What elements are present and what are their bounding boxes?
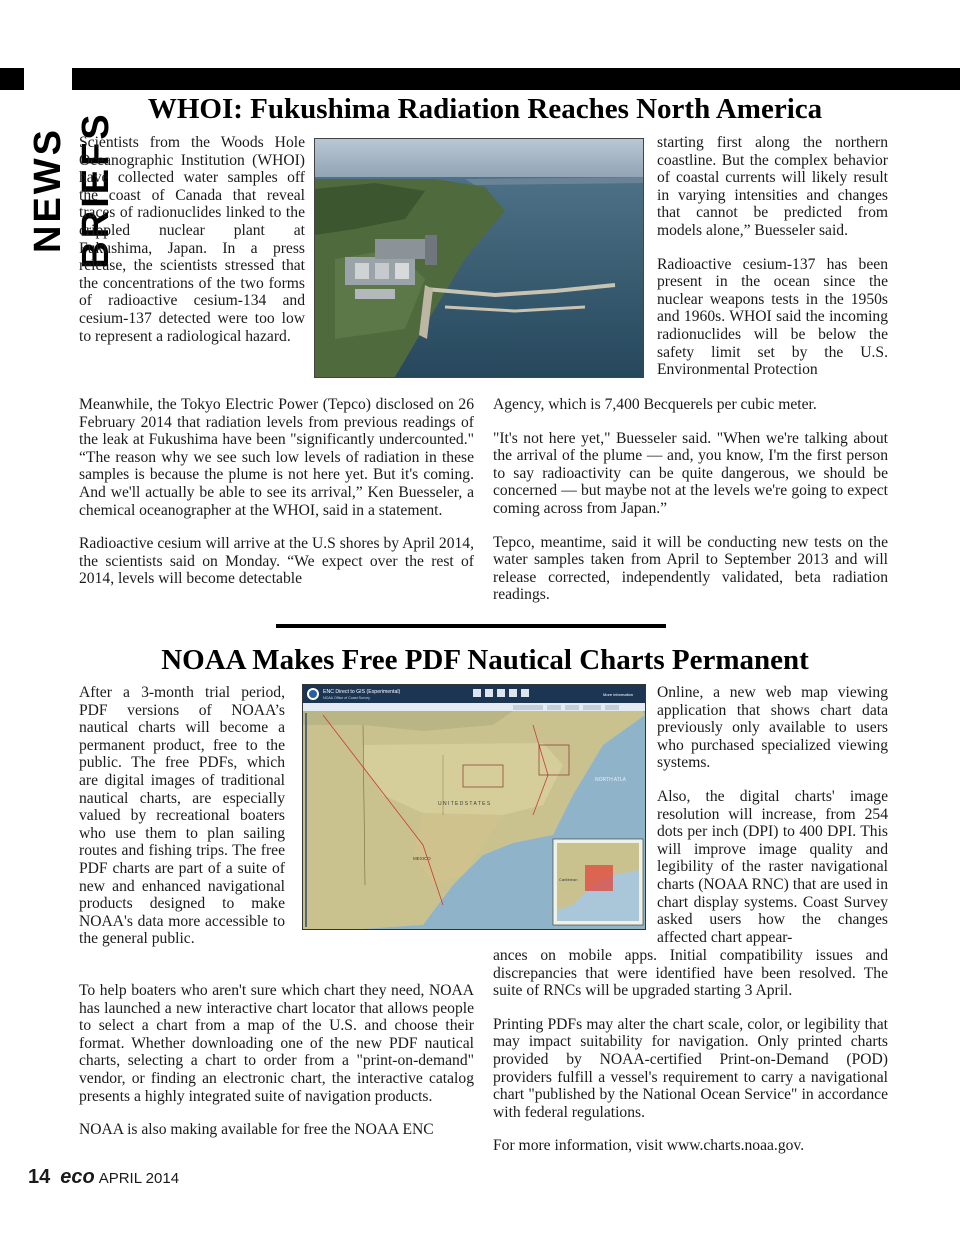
fukushima-aerial-image [315, 139, 643, 377]
article-divider [276, 624, 666, 628]
article1-right-top [657, 134, 888, 379]
section-label [24, 40, 117, 340]
enc-map-image [303, 685, 645, 929]
article1-paragraph-8: Tepco, meantime, said it will be conducting new tests on the water samples taken from April to September 2013 and will release corrected, independently validated, beta radiation readings. [493, 533, 888, 604]
article2-paragraph-3: Also, the digital charts' image resolution will increase, from 254 dots per inch (DPI) to 400 DPI. This will improve image quality and legibility of the raster navigational charts (NOAA RNC) that are used in chart display systems. Coast Survey asked users how the changes affected chart appear- [657, 787, 888, 946]
article1-left-bottom [79, 396, 474, 588]
article1-paragraph-1: Scientists from the Woods Hole Oceanographic Institution (WHOI) have collected water samples off the coast of Canada that reveal traces of radionuclides linked to the crippled nuclear plant at Fukushima, Japan. In a press release, the scientists stressed that the concentrations of the two forms of radioactive cesium-134 and cesium-137 detected were too low to represent a radiological hazard. [79, 134, 305, 345]
article1-title: WHOI: Fukushima Radiation Reaches North America [147, 93, 823, 125]
article2-paragraph-5: NOAA is also making available for free the NOAA ENC [79, 1121, 434, 1139]
article2-right-top [657, 684, 888, 946]
page-number: 14 [28, 1166, 51, 1188]
article1-paragraph-3: Radioactive cesium-137 has been present in the ocean since the nuclear weapons tests in the 1950s and 1960s. WHOI said the incoming radionuclides will be below the safety limit set by the U.S. Environmental Protection [657, 255, 888, 379]
layers-icon [509, 689, 517, 697]
article2-paragraph-7: Printing PDFs may alter the chart scale, color, or legibility that may impact suitability for navigation. Only printed charts provided by NOAA-certified Print-on-Demand (POD) providers fulfill a vessel's requirement to carry a navigational chart "published by the National Ocean Service" in accordance with federal regulations. [493, 1015, 888, 1121]
article2-paragraph-8: For more information, visit www.charts.noaa.gov. [493, 1137, 805, 1155]
search-icon [521, 689, 529, 697]
map-region-us: U N I T E D S T A T E S [438, 801, 491, 807]
article2-paragraph-6: ances on mobile apps. Initial compatibility issues and discrepancies that were identified have been resolved. The suite of RNCs will be upgraded starting 3 April. [493, 947, 888, 1000]
map-caribbean-label: Caribbean [559, 877, 578, 882]
article1-left-top [79, 134, 305, 345]
article1-paragraph-6: Agency, which is 7,400 Becquerels per cubic meter. [493, 396, 817, 413]
article2-left-bottom [79, 982, 474, 1139]
noaa-enc-map-screenshot [302, 684, 646, 930]
map-title: ENC Direct to GIS (Experimental) [323, 689, 401, 695]
print-icon [473, 689, 481, 697]
article2-paragraph-2: Online, a new web map viewing application that shows chart data previously only available to users who purchased specialized viewing systems. [657, 684, 888, 772]
issue-date: APRIL 2014 [98, 1170, 180, 1187]
article1-paragraph-7: "It's not here yet," Buesseler said. "When we're talking about the arrival of the plume — and, you know, I'm the first person to say radioactivity can be quite dangerous, we should be concerned — but maybe not at the levels we're going to expect coming across from Japan.” [493, 429, 888, 517]
article2-title: NOAA Makes Free PDF Nautical Charts Permanent [161, 644, 809, 676]
article1-paragraph-2: starting first along the northern coastline. But the complex behavior of coastal currents will likely result in varying intensities and changes that cannot be predicted from models alone,” Buesseler said. [657, 134, 888, 239]
measure-icon [485, 689, 493, 697]
article1-paragraph-5: Radioactive cesium will arrive at the U.S shores by April 2014, the scientists said on Monday. “We expect over the rest of 2014, levels will become detectable [79, 535, 474, 588]
section-label-text: NEWS BRIEFS [27, 111, 117, 269]
magazine-logo: eco [60, 1166, 95, 1188]
map-subtitle: NOAA Office of Coast Survey [323, 696, 370, 700]
more-info-link: More information [603, 692, 634, 697]
map-region-mexico: MEXICO [413, 856, 431, 861]
article1-right-bottom [493, 396, 888, 604]
fukushima-plant-photo [314, 138, 644, 378]
selected-chart-region [585, 865, 613, 891]
article2-right-bottom [493, 947, 888, 1155]
map-ocean-label: NORTH ATLA [595, 777, 626, 783]
article2-paragraph-1: After a 3-month trial period, PDF versions of NOAA’s nautical charts will become a permanent product, free to the public. The free PDFs, which are digital images of traditional nautical charts, are especially valued by recreational boaters who use them to plan sailing routes and fishing trips. The free PDF charts are part of a suite of new and enhanced navigational products designed to make NOAA's data more accessible to the general public. [79, 684, 285, 948]
top-black-bar [0, 68, 960, 90]
article2-left-top [79, 684, 285, 948]
info-icon [497, 689, 505, 697]
article1-paragraph-4: Meanwhile, the Tokyo Electric Power (Tepco) disclosed on 26 February 2014 that radiation levels from previous readings of the leak at Fukushima have been "significantly undercounted." “The reason why we see such low levels of radiation in these samples is because the plume is not here yet. But it's coming. And we'll actually be able to see its arrival,” Ken Buesseler, a chemical oceanographer at the WHOI, said in a statement. [79, 396, 474, 519]
page-footer [28, 1166, 179, 1196]
article2-paragraph-4: To help boaters who aren't sure which chart they need, NOAA has launched a new interactive chart locator that allows people to select a chart from a map of the U.S. and choose their format. Whether downloading one of the new PDF nautical charts, selecting a chart to order from a "print-on-demand" vendor, or finding an electronic chart, the interactive catalog presents a highly integrated suite of navigation products. [79, 982, 474, 1105]
